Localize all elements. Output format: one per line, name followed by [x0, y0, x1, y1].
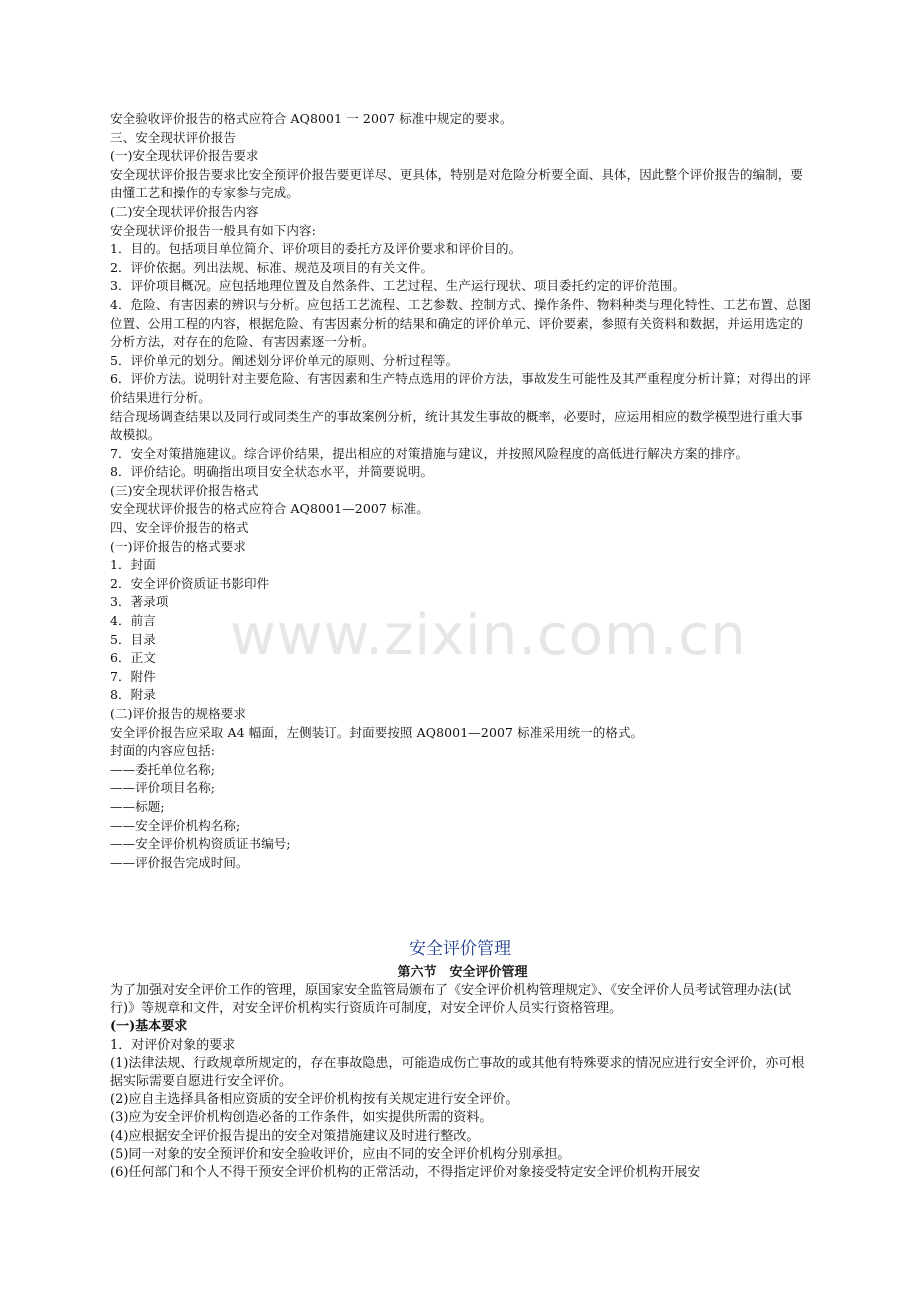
list-item: 2．评价依据。列出法规、标准、规范及项目的有关文件。 [110, 259, 434, 275]
list-item: 7．附件 [110, 668, 156, 684]
paragraph: 结合现场调查结果以及同行或同类生产的事故案例分析，统计其发生事故的概率，必要时，应运用相应的数学模型进行重大事故模拟。 [110, 408, 804, 443]
list-item: ——安全评价机构名称; [110, 817, 241, 833]
list-item: 8．评价结论。明确指出项目安全状态水平，并简要说明。 [110, 464, 434, 480]
list-item: 5．目录 [110, 631, 156, 647]
list-item: 4．危险、有害因素的辨识与分析。应包括工艺流程、工艺参数、控制方式、操作条件、物料种类与理化特性、工艺布置、总图位置、公用工程的内容，根据危险、有害因素分析的结果和确定的评价单元、评价要素，参照有关资料和数据，并运用选定的分析方法，对存在的危险、有害因素逐一分析。 [110, 296, 812, 350]
chapter-heading: 第六节 安全评价管理 [397, 965, 528, 980]
part2-paragraphs [110, 982, 815, 1182]
list-item: 7．安全对策措施建议。综合评价结果，提出相应的对策措施与建议，并按照风险程度的高低进行解决方案的排序。 [110, 445, 749, 461]
paragraph: (6)任何部门和个人不得干预安全评价机构的正常活动，不得指定评价对象接受特定安全评价机构开展安 [110, 1165, 701, 1181]
list-item: 3．著录项 [110, 594, 169, 610]
paragraph: (5)同一对象的安全预评价和安全验收评价，应由不同的安全评价机构分别承担。 [110, 1146, 571, 1162]
subsection-heading: (二)评价报告的规格要求 [110, 706, 246, 721]
document-body-part2 [110, 964, 815, 1182]
paragraph: 安全现状评价报告要求比安全预评价报告要更详尽、更具体，特别是对危险分析要全面、具体，因此整个评价报告的编制，要由懂工艺和操作的专家参与完成。 [110, 166, 804, 201]
subsection-heading: (一)基本要求 [110, 1019, 188, 1035]
list-item: ——委托单位名称; [110, 761, 216, 777]
list-item: ——标题; [110, 798, 165, 814]
paragraph: 安全现状评价报告的格式应符合 AQ8001—2007 标准。 [110, 501, 429, 517]
list-item: 6．正文 [110, 650, 156, 666]
paragraph: 封面的内容应包括: [110, 743, 216, 759]
subsection-heading: (一)安全现状评价报告要求 [110, 148, 259, 164]
paragraph: 安全评价报告应采取 A4 幅面，左侧装订。封面要按照 AQ8001—2007 标准采用统一的格式。 [110, 724, 644, 740]
list-item: ——评价报告完成时间。 [110, 854, 249, 870]
section-heading: 三、安全现状评价报告 [110, 129, 237, 145]
list-item: 8．附录 [110, 687, 156, 703]
list-item: ——评价项目名称; [110, 780, 216, 796]
paragraph: (1)法律法规、行政规章所规定的，存在事故隐患，可能造成伤亡事故的或其他有特殊要求的情况应进行安全评价，亦可根据实际需要自愿进行安全评价。 [110, 1055, 805, 1090]
list-item: 1．封面 [110, 557, 156, 573]
document-body-part1 [110, 110, 815, 872]
list-item: 1．目的。包括项目单位简介、评价项目的委托方及评价要求和评价目的。 [110, 241, 522, 257]
paragraph: (4)应根据安全评价报告提出的安全对策措施建议及时进行整改。 [110, 1128, 480, 1144]
section-heading: 四、安全评价报告的格式 [110, 520, 249, 536]
list-item: 6．评价方法。说明针对主要危险、有害因素和生产特点选用的评价方法，事故发生可能性及其严重程度分析计算；对得出的评价结果进行分析。 [110, 371, 812, 405]
paragraph: 安全验收评价报告的格式应符合 AQ8001 一 2007 标准中规定的要求。 [110, 111, 513, 126]
watermark: www.zixin.com.cn [230, 603, 747, 668]
list-item: 3．评价项目概况。应包括地理位置及自然条件、工艺过程、生产运行现状、项目委托约定的评价范围。 [110, 278, 686, 294]
paragraph: (3)应为安全评价机构创造必备的工作条件，如实提供所需的资料。 [110, 1110, 493, 1126]
paragraph: 为了加强对安全评价工作的管理，原国家安全监管局颁布了《安全评价机构管理规定》、《安全评价人员考试管理办法(试行)》等规章和文件，对安全评价机构实行资质许可制度，对安全评价人员实行资格管理。 [110, 983, 792, 1017]
paragraph: 安全现状评价报告一般具有如下内容: [110, 222, 316, 238]
list-item: 5．评价单元的划分。阐述划分评价单元的原则、分析过程等。 [110, 352, 459, 368]
list-item: ——安全评价机构资质证书编号; [110, 836, 291, 852]
subsection-heading: (二)安全现状评价报告内容 [110, 203, 259, 219]
section-title: 安全评价管理 [409, 939, 511, 959]
list-item: 2．安全评价资质证书影印件 [110, 575, 270, 591]
subsection-heading: (一)评价报告的格式要求 [110, 538, 246, 554]
subsection-heading: (三)安全现状评价报告格式 [110, 482, 259, 498]
paragraph: 1．对评价对象的要求 [110, 1037, 236, 1053]
list-item: 4．前言 [110, 613, 156, 629]
paragraph: (2)应自主选择具备相应资质的安全评价机构按有关规定进行安全评价。 [110, 1092, 519, 1108]
